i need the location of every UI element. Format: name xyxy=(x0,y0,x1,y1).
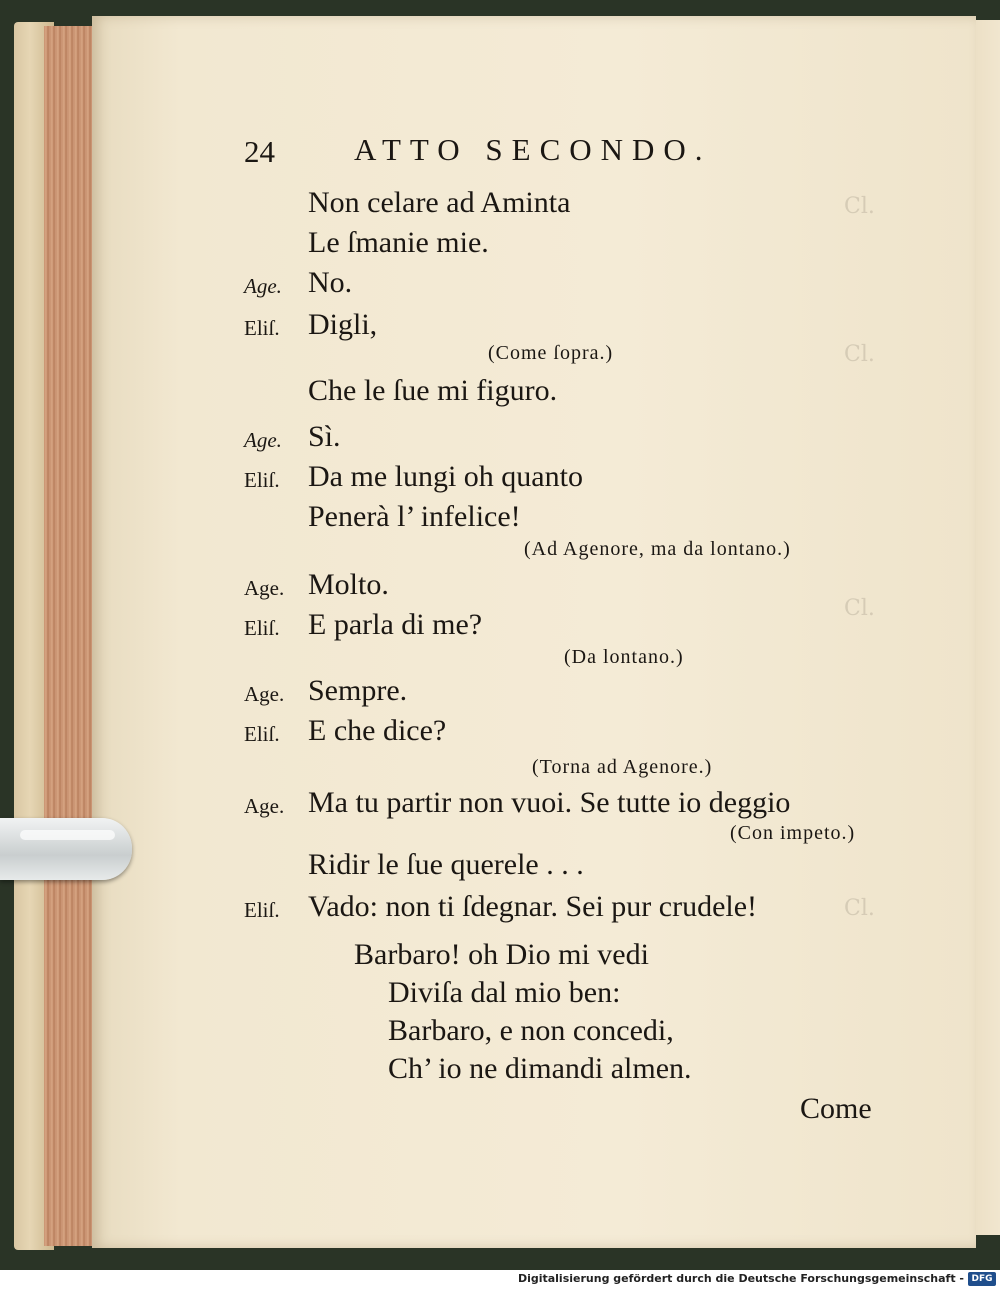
funding-credit: Digitalisierung gefördert durch die Deutsche Forschungsgemeinschaft - xyxy=(517,1272,964,1285)
aria-line: Ch’ io ne dimandi almen. xyxy=(388,1052,692,1085)
verse-line: E che dice? xyxy=(308,714,447,747)
footer-bar xyxy=(0,1270,1000,1289)
verse-line: E parla di me? xyxy=(308,608,483,641)
stage-direction: (Con impeto.) xyxy=(730,822,856,844)
verse-line: Le ſmanie mie. xyxy=(308,226,489,259)
speaker-label: Age. xyxy=(244,428,282,452)
verse-line: Non celare ad Aminta xyxy=(308,186,571,219)
page-clip xyxy=(0,818,132,880)
verse-line: Molto. xyxy=(308,568,389,601)
speaker-label: Age. xyxy=(244,794,285,818)
page-number: 24 xyxy=(244,134,275,169)
stage-direction: (Ad Agenore, ma da lontano.) xyxy=(524,538,791,560)
aria-line: Diviſa dal mio ben: xyxy=(388,976,621,1009)
bleed-through-mark: Cl. xyxy=(844,896,875,921)
verse-line: Digli, xyxy=(308,308,378,341)
page-stack-edge xyxy=(44,26,94,1246)
bleed-through-mark: Cl. xyxy=(844,342,875,367)
bleed-through-mark: Cl. xyxy=(844,596,875,621)
verse-line: No. xyxy=(308,266,353,299)
verse-line: Ma tu partir non vuoi. Se tutte io deggio xyxy=(308,786,791,819)
speaker-label: Eliſ. xyxy=(244,898,280,922)
verse-line: Sì. xyxy=(308,420,341,453)
stage-direction: (Da lontano.) xyxy=(564,646,684,668)
bleed-through-mark: Cl. xyxy=(844,194,875,219)
speaker-label: Age. xyxy=(244,274,282,298)
page-title: ATTO SECONDO. xyxy=(354,132,712,167)
speaker-label: Age. xyxy=(244,576,285,600)
speaker-label: Eliſ. xyxy=(244,722,280,746)
speaker-label: Eliſ. xyxy=(244,316,280,340)
verse-line: Che le ſue mi figuro. xyxy=(308,374,558,407)
stage-direction: (Torna ad Agenore.) xyxy=(532,756,713,778)
verse-line: Ridir le ſue querele . . . xyxy=(308,848,584,881)
speaker-label: Eliſ. xyxy=(244,468,280,492)
aria-line: Barbaro! oh Dio mi vedi xyxy=(354,938,649,971)
aria-line: Barbaro, e non concedi, xyxy=(388,1014,674,1047)
clip-highlight xyxy=(20,830,115,840)
speaker-label: Eliſ. xyxy=(244,616,280,640)
book-page xyxy=(92,16,976,1248)
speaker-label: Age. xyxy=(244,682,285,706)
dfg-logo: DFG xyxy=(968,1272,996,1286)
catchword: Come xyxy=(800,1092,872,1125)
verse-line: Penerà l’ infelice! xyxy=(308,500,521,533)
verse-line: Sempre. xyxy=(308,674,408,707)
stage-direction: (Come ſopra.) xyxy=(488,342,614,364)
verse-line: Vado: non ti ſdegnar. Sei pur crudele! xyxy=(308,890,758,923)
verse-line: Da me lungi oh quanto xyxy=(308,460,583,493)
